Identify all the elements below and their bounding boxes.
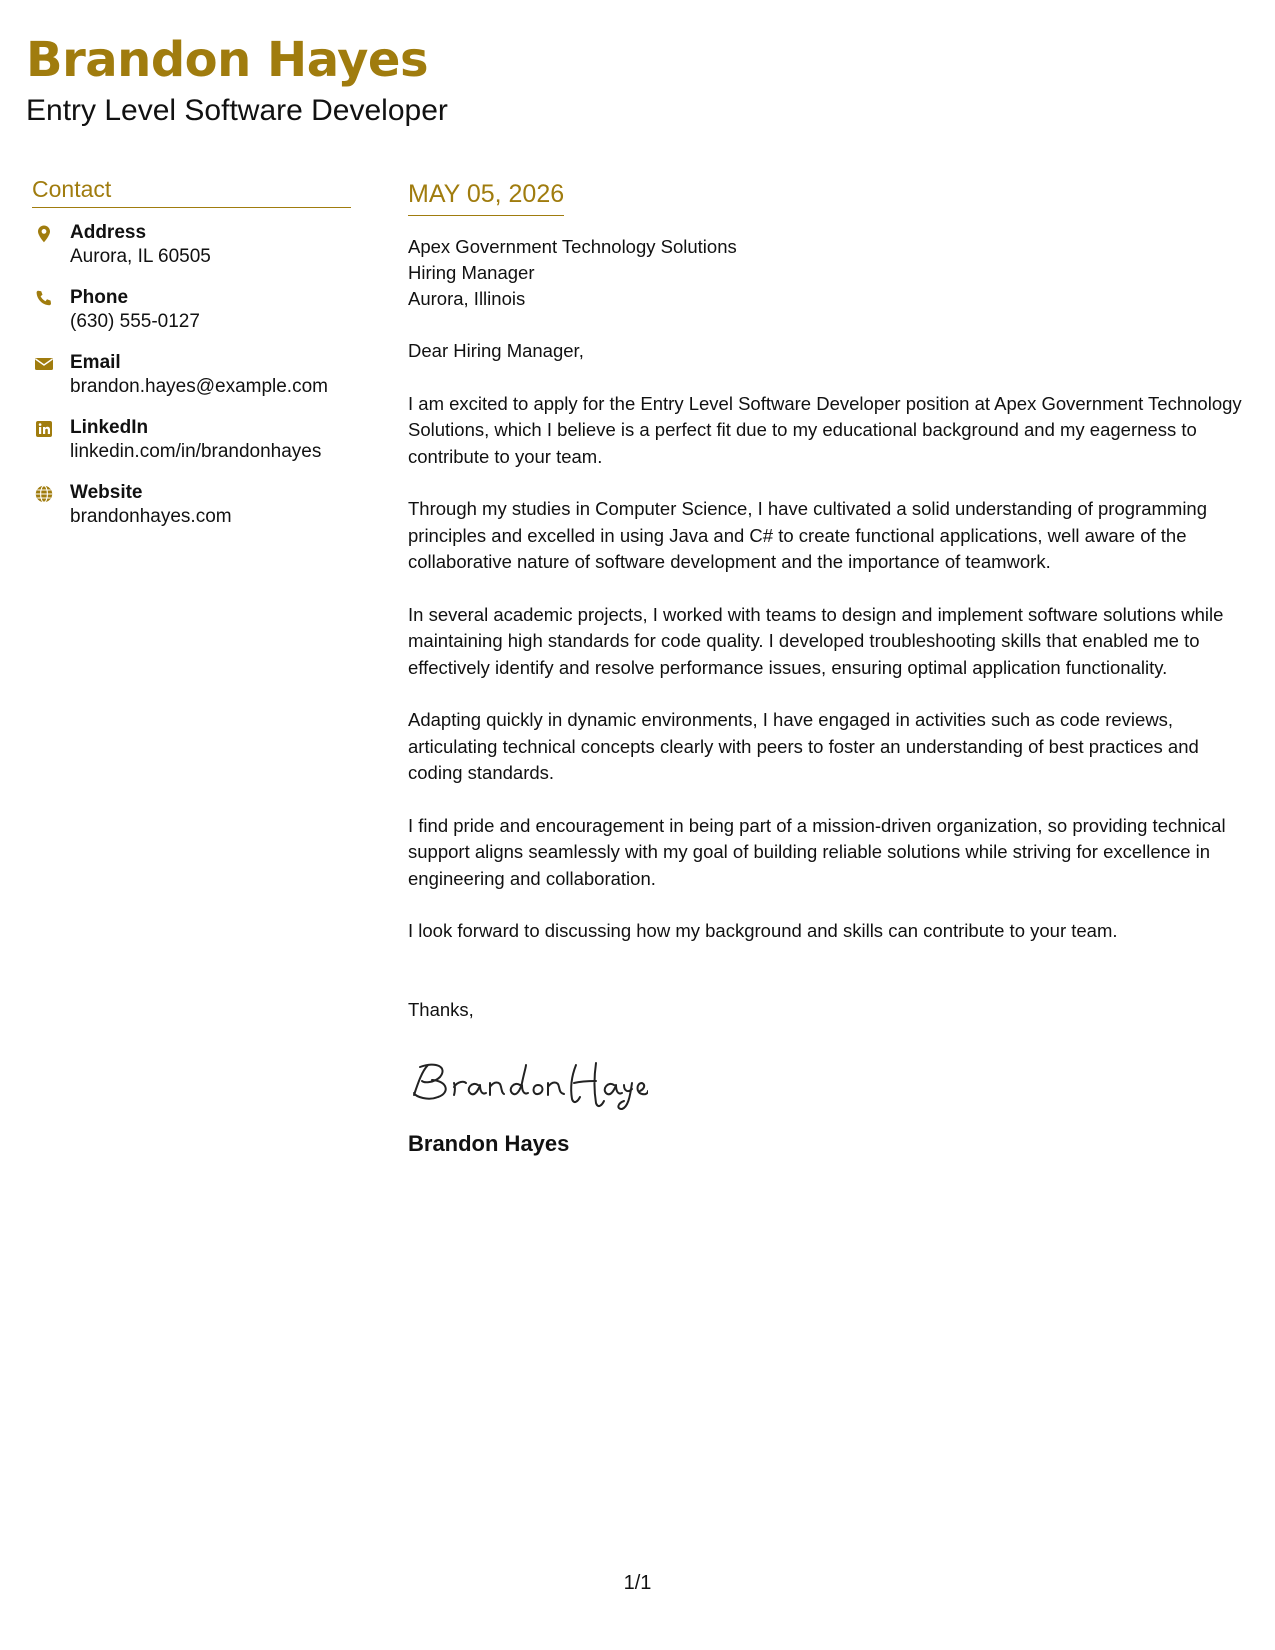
linkedin-icon [34, 419, 54, 439]
contact-item-email [32, 352, 351, 400]
recipient-block [408, 234, 1248, 312]
page-number: 1/1 [623, 1572, 652, 1594]
closing: Thanks, [408, 998, 474, 1020]
contact-item-website [32, 482, 351, 530]
letter-date: MAY 05, 2026 [408, 180, 564, 216]
location-pin-icon [34, 224, 54, 244]
letter-paragraph: I am excited to apply for the Entry Level Software Developer position at Apex Government Technology Solutions, which I believe is a perfect fit due to my educational background and my eagerness to contribute to your team. [408, 392, 1242, 467]
envelope-icon [34, 354, 54, 374]
contact-label-linkedin: LinkedIn [70, 417, 149, 438]
contact-value-email[interactable]: brandon.hayes@example.com [70, 376, 328, 397]
contact-label-address: Address [70, 222, 147, 243]
contact-value-linkedin[interactable]: linkedin.com/in/brandonhayes [70, 441, 322, 462]
globe-icon [34, 484, 54, 504]
contact-item-linkedin [32, 417, 351, 465]
contact-value-phone: (630) 555-0127 [70, 311, 200, 332]
letter-paragraph: I look forward to discussing how my background and skills can contribute to your team. [408, 920, 1118, 941]
contact-heading: Contact [32, 176, 351, 208]
handwritten-signature [408, 1053, 1248, 1113]
signed-name: Brandon Hayes [408, 1130, 570, 1156]
candidate-role: Entry Level Software Developer [26, 94, 448, 127]
salutation: Dear Hiring Manager, [408, 340, 584, 361]
letter-paragraph: Through my studies in Computer Science, I have cultivated a solid understanding of programming principles and excelled in using Java and C# to create functional applications, well aware of the collaborative nature of software development and the importance of teamwork. [408, 498, 1208, 572]
contact-value-address: Aurora, IL 60505 [70, 246, 211, 267]
recipient-title: Hiring Manager [408, 262, 535, 283]
contact-label-website: Website [70, 482, 143, 503]
recipient-company: Apex Government Technology Solutions [408, 236, 737, 257]
contact-item-phone [32, 287, 351, 335]
contact-label-phone: Phone [70, 287, 129, 308]
contact-label-email: Email [70, 352, 121, 373]
letter-paragraph: Adapting quickly in dynamic environments, I have engaged in activities such as code reviews, articulating technical concepts clearly with peers to foster an understanding of best practices and coding standards. [408, 709, 1199, 783]
letter-body [408, 180, 1248, 1157]
contact-sidebar [32, 176, 351, 547]
recipient-location: Aurora, Illinois [408, 288, 526, 309]
candidate-name: Brandon Hayes [26, 32, 429, 88]
contact-value-website[interactable]: brandonhayes.com [70, 506, 232, 527]
letter-paragraph: I find pride and encouragement in being part of a mission-driven organization, so providing technical support aligns seamlessly with my goal of building reliable solutions while striving for excellence in engineering and collaboration. [408, 814, 1226, 889]
letter-paragraph: In several academic projects, I worked with teams to design and implement software solutions while maintaining high standards for code quality. I developed troubleshooting skills that enabled me to effectively identify and resolve performance issues, ensuring optimal application functionality. [408, 603, 1224, 678]
phone-icon [34, 289, 54, 309]
contact-item-address [32, 222, 351, 270]
